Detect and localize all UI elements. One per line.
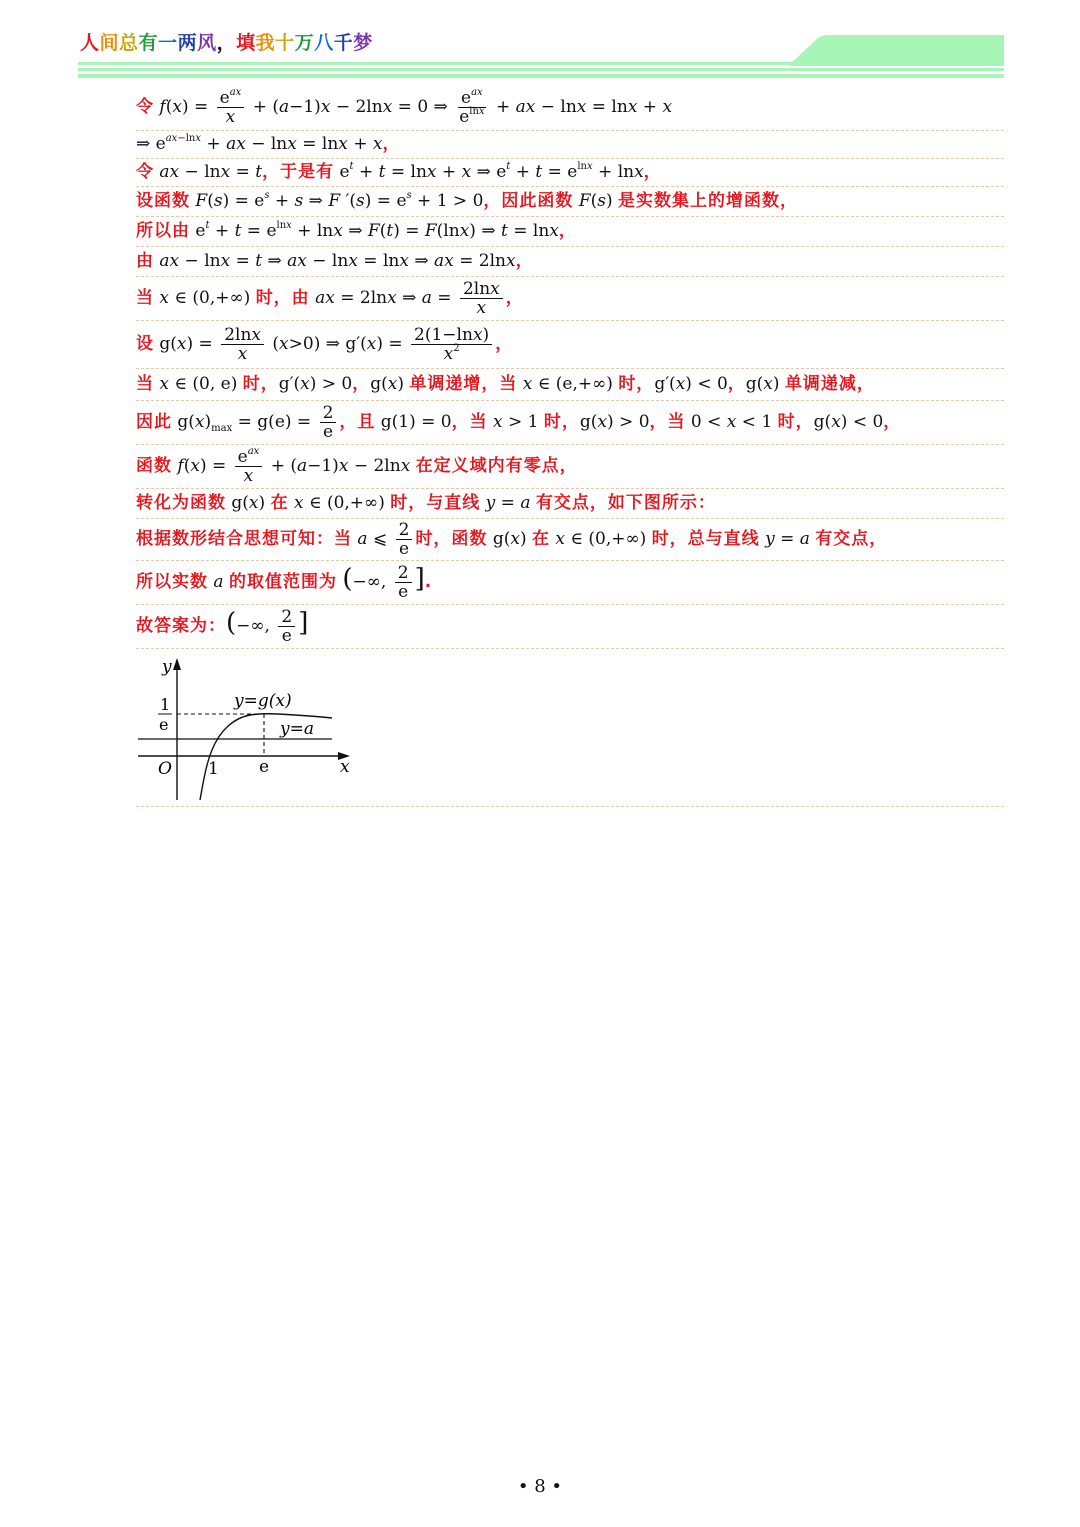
- line-text: 令: [136, 162, 154, 182]
- line-text: ，因此函数: [483, 191, 574, 211]
- solution-line-2: ⇒ $e^{ax-lnx}$ + ax − lnx = lnx + x，: [136, 130, 1004, 159]
- solution-line-6: 由 ax − lnx = t ⇒ ax − lnx = lnx ⇒ ax = 2lnx，: [136, 246, 1004, 277]
- line-text: 单调递增，当: [409, 374, 518, 394]
- solution-line-3: 令 ax − lnx = t ，于是有 $e^t + t = \ln x + x$ ⇒ $e^t + t = e^{lnx} + \ln x$，: [136, 158, 1004, 187]
- line-text: 在: [270, 493, 289, 513]
- line-text: 所以实数: [136, 572, 208, 592]
- motto-char: 我: [255, 32, 276, 54]
- line-text: 由: [136, 251, 154, 271]
- line-text: ，且: [339, 412, 376, 432]
- motto-char: 八: [314, 32, 334, 54]
- line-text: 设: [136, 334, 154, 354]
- solution-line-7: 当 x ∈ (0,+∞) 时，由 ax = 2lnx ⇒ a = $\frac{2\ln x}{x}$ ，: [136, 276, 1004, 321]
- line-text: 故答案为：: [136, 616, 226, 636]
- solution-line-5: 所以由 $e^t + t = e^{lnx} + \ln x$ ⇒ F(t) = F(lnx) ⇒ t = lnx，: [136, 216, 1004, 247]
- motto-char: 人: [80, 32, 100, 54]
- page-number: • 8 •: [517, 1476, 563, 1497]
- motto-char: 间: [99, 32, 120, 54]
- frac-denominator: e: [159, 715, 169, 734]
- page-header: [0, 0, 1080, 90]
- line-text: 的取值范围为: [228, 572, 337, 592]
- line-text: 根据数形结合思想可知：当: [136, 529, 352, 549]
- motto-char: 梦: [353, 32, 373, 54]
- line-text: 时，: [242, 374, 279, 394]
- header-motto: [80, 28, 373, 55]
- line-text: 单调递减，: [784, 374, 875, 394]
- line-label: y=a: [280, 719, 314, 739]
- solution-line-4: 设函数 $F(s) = e^s + s$ ⇒ F $'(s) = e^s + 1 > 0$ ，因此函数 F(s) 是实数集上的增函数，: [136, 186, 1004, 217]
- line-text: 在: [532, 529, 550, 549]
- solution-line-12: 转化为函数 g(x) 在 x ∈ (0,+∞) 时，与直线 y = a 有交点，如下图所示：: [136, 488, 1004, 519]
- motto-char: ，: [216, 32, 237, 54]
- line-text: ，当: [649, 412, 686, 432]
- solution-line-15: 故答案为： (−∞, $\frac{2}{e}$ ]: [136, 604, 1004, 649]
- solution-line-13: 根据数形结合思想可知：当 a ⩽ $\frac{2}{e}$ 时，函数 g(x) 在 x ∈ (0,+∞) 时，总与直线 y = a 有交点，: [136, 518, 1004, 561]
- motto-char: 一: [158, 32, 178, 54]
- solution-line-1: 令 f(x) = $\frac{e^{ax}}{x}$ + (a−1)x − 2lnx = 0 ⇒ $\frac{e^{ax}}{e^{lnx}}$ + ax − lnx = lnx + x: [136, 84, 1004, 131]
- motto-char: 千: [333, 32, 354, 54]
- line-text: 当: [136, 374, 154, 394]
- motto-char: 十: [275, 32, 295, 54]
- line-text: 有交点，: [815, 529, 888, 549]
- line-text: 时，由: [255, 288, 310, 308]
- line-text: 时，: [777, 412, 814, 432]
- curve-label: y=g(x): [234, 691, 292, 711]
- line-text: 当: [136, 288, 154, 308]
- y-axis-arrow: [173, 658, 181, 670]
- frac-numerator: 1: [160, 695, 171, 714]
- line-text: ，当: [451, 412, 488, 432]
- motto-char: 总: [119, 32, 139, 54]
- solution-line-8: 设 g(x) = $\frac{2\ln x}{x}$ (x>0) ⇒ g′(x) = $\frac{2(1-\ln x)}{x^2}$ ，: [136, 320, 1004, 369]
- y-axis-label: y: [162, 657, 172, 677]
- motto-char: 万: [294, 32, 315, 54]
- line-text: 因此: [136, 412, 172, 432]
- line-text: ，于是有: [262, 162, 335, 182]
- solution-line-11: 函数 f(x) = $\frac{e^{ax}}{x}$ + (a−1)x − 2lnx 在定义域内有零点，: [136, 444, 1004, 489]
- line-text: 时，: [543, 412, 580, 432]
- line-text: 时，与直线: [390, 493, 481, 513]
- line-text: 转化为函数: [136, 493, 226, 513]
- function-graph: [136, 652, 366, 804]
- motto-char: 填: [236, 32, 256, 54]
- motto-char: 风: [197, 32, 217, 54]
- line-text: 所以由: [136, 221, 190, 241]
- solution-line-14: 所以实数 a 的取值范围为 (−∞, $\frac{2}{e}$ ].: [136, 560, 1004, 605]
- line-text: 是实数集上的增函数，: [618, 191, 799, 211]
- line-text: 时，: [618, 374, 655, 394]
- solution-line-9: 当 x ∈ (0, e) 时， g′(x) > 0，g(x) 单调递增，当 x ∈ (e,+∞) 时， g′(x) < 0，g(x) 单调递减，: [136, 368, 1004, 401]
- origin-label: O: [158, 759, 172, 779]
- line-text: 函数: [136, 456, 172, 476]
- x-axis-label: x: [340, 757, 350, 777]
- tick-label-one: 1: [208, 759, 219, 779]
- line-text: 令: [136, 97, 154, 117]
- line-text: 有交点，如下图所示：: [535, 493, 716, 513]
- line-text: 设函数: [136, 191, 190, 211]
- tick-label-e: e: [259, 757, 270, 777]
- line-text: 时，总与直线: [651, 529, 760, 549]
- line-text: 在定义域内有零点，: [415, 456, 578, 476]
- motto-char: 两: [177, 32, 198, 54]
- motto-char: 有: [138, 32, 159, 54]
- line-text: 时，函数: [415, 529, 488, 549]
- solution-line-10: 因此 $g(x)_{max} = g(e)$ = $\frac{2}{e}$ ，且 g(1) = 0 ，当 x > 1 时， g(x) > 0 ，当 0 < x < 1 时， g(x) < 0，: [136, 400, 1004, 445]
